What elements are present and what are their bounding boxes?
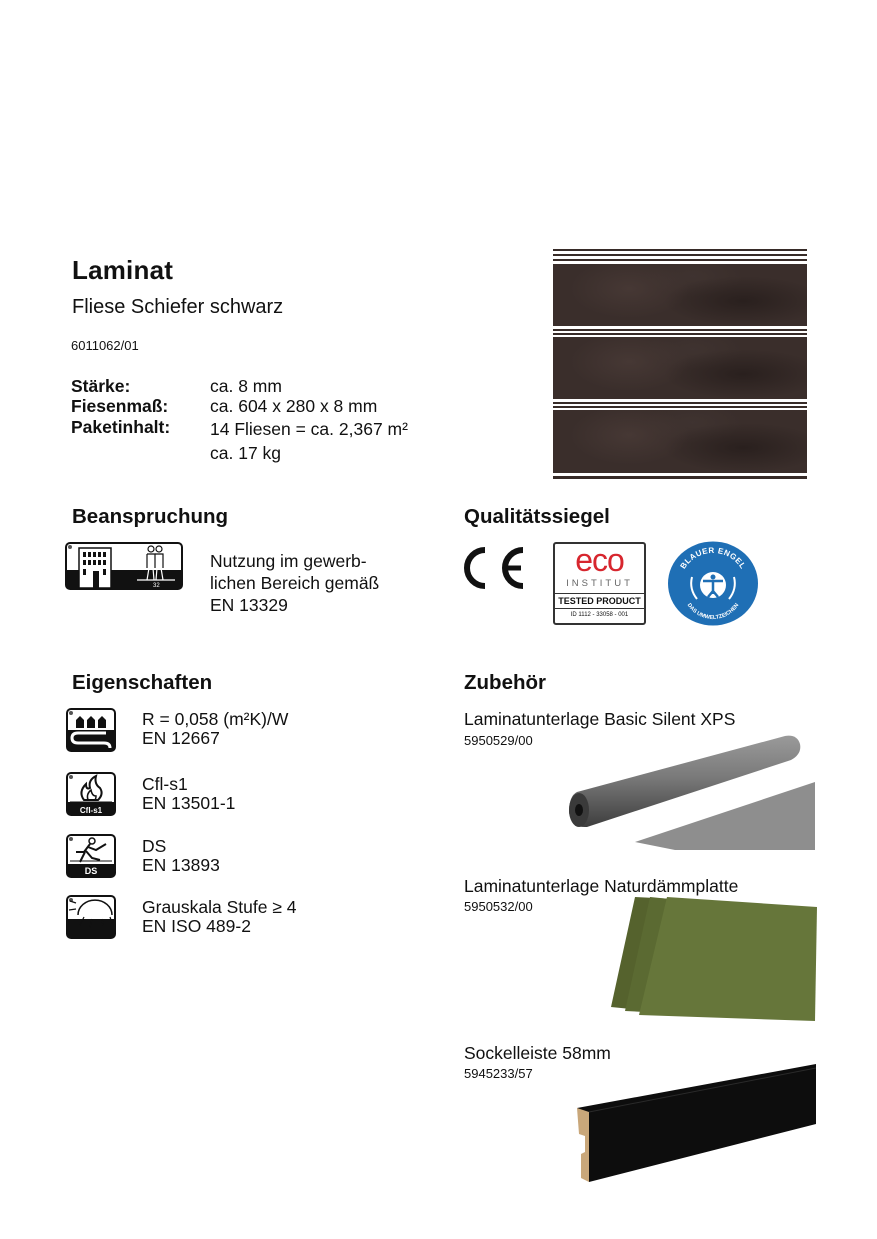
insulation-board-image bbox=[605, 893, 817, 1021]
accessory-name: Laminatunterlage Naturdämmplatte bbox=[464, 876, 739, 896]
property-slip-resistance: DS EN 13893 bbox=[142, 836, 220, 875]
underfloor-heating-icon bbox=[66, 708, 116, 752]
svg-text:DAS UMWELTZEICHEN: DAS UMWELTZEICHEN bbox=[685, 602, 741, 622]
accessory-number: 5950529/00 bbox=[464, 733, 533, 748]
spec-label: Fiesenmaß: bbox=[71, 396, 169, 416]
commercial-use-class-32-icon bbox=[65, 542, 183, 590]
spec-weight: ca. 17 kg bbox=[210, 443, 282, 463]
accessory-name: Laminatunterlage Basic Silent XPS bbox=[464, 709, 736, 729]
section-heading-zubehoer: Zubehör bbox=[464, 671, 546, 694]
spec-value: ca. 8 mm bbox=[210, 376, 282, 396]
section-heading-qualitaetssiegel: Qualitätssiegel bbox=[464, 505, 610, 528]
section-heading-beanspruchung: Beanspruchung bbox=[72, 505, 229, 528]
spec-row-package bbox=[71, 417, 408, 441]
accessory-number: 5950532/00 bbox=[464, 899, 533, 914]
property-fire-class: Cfl-s1 EN 13501-1 bbox=[142, 774, 236, 813]
accessory-name: Sockelleiste 58mm bbox=[464, 1043, 611, 1063]
spec-label: Paketinhalt: bbox=[71, 417, 171, 437]
eco-institut-seal: eco INSTITUT TESTED PRODUCT ID 1112 - 33058 - 001 bbox=[553, 542, 646, 625]
accessory-number: 5945233/57 bbox=[464, 1066, 533, 1081]
ce-mark-icon bbox=[459, 546, 527, 590]
section-heading-eigenschaften: Eigenschaften bbox=[72, 671, 213, 694]
svg-text:32: 32 bbox=[153, 583, 160, 589]
product-title: Laminat bbox=[72, 255, 174, 285]
article-number: 6011062/01 bbox=[71, 338, 139, 353]
skirting-board-image bbox=[577, 1064, 816, 1184]
property-lightfastness: Grauskala Stufe ≥ 4 EN ISO 489-2 bbox=[142, 897, 297, 936]
fire-class-icon bbox=[66, 772, 116, 816]
underlay-roll-image bbox=[565, 732, 815, 852]
svg-text:Cfl-s1: Cfl-s1 bbox=[79, 806, 103, 815]
spec-label: Stärke: bbox=[71, 376, 131, 396]
blauer-engel-seal bbox=[667, 541, 759, 626]
property-thermal-resistance: R = 0,058 (m²K)/W EN 12667 bbox=[142, 709, 289, 748]
tile-sample-image bbox=[553, 249, 807, 479]
product-subtitle: Fliese Schiefer schwarz bbox=[72, 296, 284, 318]
beanspruchung-text: Nutzung im gewerb- lichen Bereich gemäß EN 13329 bbox=[210, 551, 380, 615]
svg-text:DS: DS bbox=[84, 866, 98, 876]
spec-row-thickness bbox=[71, 376, 408, 396]
spec-row-dimensions bbox=[71, 396, 408, 416]
spec-value: 14 Fliesen = ca. 2,367 m² bbox=[210, 419, 408, 439]
lightfastness-icon bbox=[66, 895, 116, 939]
spec-table bbox=[71, 376, 408, 465]
spec-value: ca. 604 x 280 x 8 mm bbox=[210, 396, 378, 416]
svg-text:BLAUER ENGEL: BLAUER ENGEL bbox=[678, 545, 748, 571]
slip-resistance-icon bbox=[66, 834, 116, 878]
